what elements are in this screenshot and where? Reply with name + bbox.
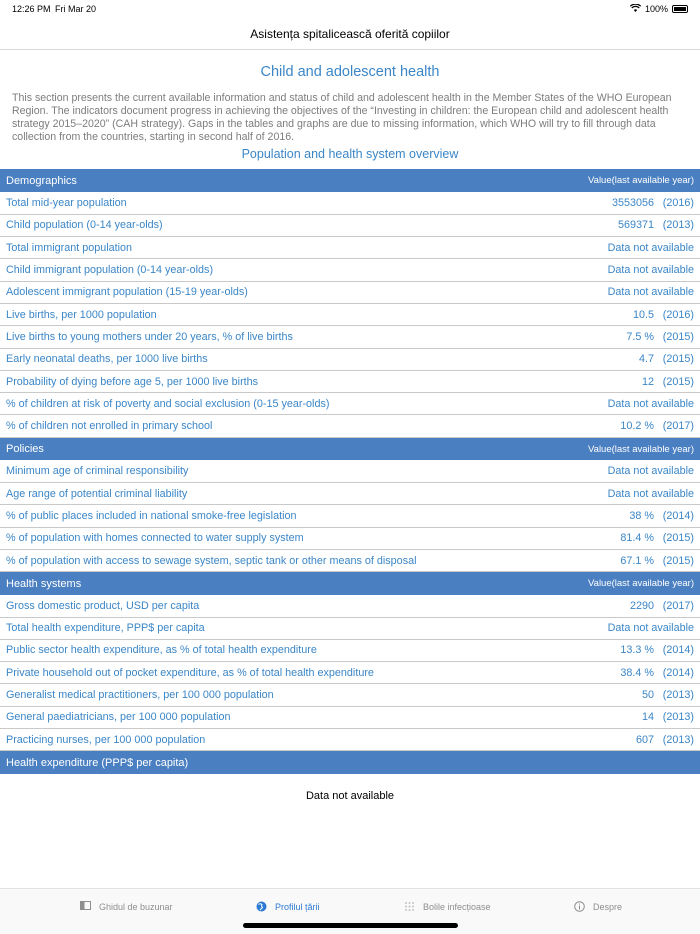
- section-header-health-systems: [0, 572, 700, 595]
- table-row: [0, 505, 700, 527]
- indicator-year: (2013): [662, 711, 694, 724]
- table-row: [0, 303, 700, 325]
- indicator-label: Gross domestic product, USD per capita: [0, 595, 547, 617]
- tab-label: Profilul țării: [275, 901, 320, 912]
- table-row: [0, 595, 700, 617]
- table-row: [0, 281, 700, 303]
- indicator-year: (2013): [662, 219, 694, 232]
- indicator-label: Early neonatal deaths, per 1000 live births: [0, 348, 547, 370]
- value-column-header: Value(last available year): [547, 169, 700, 192]
- indicator-label: Total mid-year population: [0, 192, 547, 214]
- indicator-value: 3553056: [611, 196, 654, 209]
- table-row: [0, 460, 700, 482]
- battery-icon: [672, 5, 688, 13]
- indicator-label: Generalist medical practitioners, per 100 000 population: [0, 684, 547, 706]
- indicator-label: Public sector health expenditure, as % of total health expenditure: [0, 639, 547, 661]
- intro-text: This section presents the current available information and status of child and adolescent health in the Member States of the WHO European Region. The indicators document progress in achieving the objectives of the “Investing in children: the European child and adolescent health strategy 2015–2020” (CAH strategy). Gaps in the tables and graphs are due to missing information, which WHO will try to fill through data collection from the countries, starting in second half of 2016.: [12, 92, 672, 143]
- indicator-value-cell: [547, 595, 700, 617]
- tab-label: Despre: [593, 901, 623, 912]
- section-header-title: Policies: [0, 437, 547, 460]
- table-row: [0, 237, 700, 259]
- indicator-value-cell: [547, 706, 700, 728]
- indicator-label: Total immigrant population: [0, 237, 547, 259]
- indicator-value-cell: [547, 303, 700, 325]
- indicator-value: 4.7: [638, 353, 654, 366]
- indicator-value: 7.5 %: [626, 330, 654, 343]
- status-date: Fri Mar 20: [55, 4, 97, 14]
- indicator-year: (2015): [662, 353, 694, 366]
- tab-label: Ghidul de buzunar: [99, 901, 173, 912]
- table-row: [0, 214, 700, 236]
- virus-icon: [404, 901, 415, 912]
- indicator-value-cell: [547, 729, 700, 751]
- section-header-title: Health expenditure (PPP$ per capita): [0, 751, 700, 774]
- indicator-label: Total health expenditure, PPP$ per capita: [0, 617, 547, 639]
- indicator-label: % of population with homes connected to water supply system: [0, 527, 547, 549]
- indicator-label: Minimum age of criminal responsibility: [0, 460, 547, 482]
- table-row: [0, 415, 700, 437]
- section-header-policies: [0, 437, 700, 460]
- indicator-value: 50: [641, 689, 654, 702]
- indicator-year: (2014): [662, 666, 694, 679]
- value-column-header: Value(last available year): [547, 437, 700, 460]
- indicator-label: General paediatricians, per 100 000 population: [0, 706, 547, 728]
- indicator-year: (2016): [662, 308, 694, 321]
- indicator-year: (2017): [662, 599, 694, 612]
- table-row: [0, 370, 700, 392]
- status-time: 12:26 PM: [12, 4, 51, 14]
- indicator-value: 13.3 %: [620, 644, 654, 657]
- indicator-value-cell: [547, 393, 700, 415]
- section-header-title: Health systems: [0, 572, 547, 595]
- indicator-value-cell: [547, 617, 700, 639]
- table-row: [0, 617, 700, 639]
- indicator-value: Data not available: [607, 622, 694, 635]
- indicator-year: (2014): [662, 510, 694, 522]
- table-row: [0, 259, 700, 281]
- indicator-value-cell: [547, 483, 700, 505]
- navigation-bar: [0, 18, 700, 50]
- main-content[interactable]: [0, 51, 700, 802]
- indicator-label: % of children not enrolled in primary school: [0, 415, 547, 437]
- indicator-year: (2016): [662, 196, 694, 209]
- indicator-value: Data not available: [607, 264, 694, 277]
- indicator-value: 14: [641, 711, 654, 724]
- indicator-label: Child population (0-14 year-olds): [0, 214, 547, 236]
- indicator-value: Data not available: [607, 465, 694, 478]
- indicator-year: (2015): [662, 375, 694, 388]
- indicator-value-cell: [547, 192, 700, 214]
- expenditure-table: [0, 751, 700, 774]
- indicator-year: (2013): [662, 733, 694, 746]
- indicator-label: % of children at risk of poverty and social exclusion (0-15 year-olds): [0, 393, 547, 415]
- indicator-year: (2017): [662, 420, 694, 433]
- table-row: [0, 393, 700, 415]
- globe-icon: [256, 901, 267, 912]
- tab-infectious-diseases[interactable]: [404, 901, 491, 912]
- indicator-value-cell: [547, 662, 700, 684]
- table-row: [0, 326, 700, 348]
- indicator-label: Adolescent immigrant population (15-19 year-olds): [0, 281, 547, 303]
- indicator-year: (2015): [662, 330, 694, 343]
- table-row: [0, 483, 700, 505]
- indicator-value-cell: [547, 527, 700, 549]
- section-header-expenditure: [0, 751, 700, 774]
- table-row: [0, 706, 700, 728]
- indicator-value: 67.1 %: [620, 554, 654, 567]
- indicator-value: 569371: [617, 219, 654, 232]
- section-header-demographics: [0, 169, 700, 192]
- indicator-value: 38 %: [629, 510, 654, 522]
- home-indicator[interactable]: [243, 923, 458, 928]
- indicator-year: (2013): [662, 689, 694, 702]
- nav-title: Asistența spitalicească oferită copiilor: [250, 27, 450, 41]
- indicator-value: 10.5: [632, 308, 654, 321]
- indicator-value-cell: [547, 684, 700, 706]
- indicator-label: Child immigrant population (0-14 year-olds): [0, 259, 547, 281]
- table-row: [0, 684, 700, 706]
- table-row: [0, 729, 700, 751]
- indicator-value: Data not available: [607, 241, 694, 254]
- indicator-value-cell: [547, 237, 700, 259]
- indicator-label: Probability of dying before age 5, per 1000 live births: [0, 370, 547, 392]
- indicator-value-cell: [547, 348, 700, 370]
- table-row: [0, 662, 700, 684]
- table-row: [0, 527, 700, 549]
- indicator-value-cell: [547, 326, 700, 348]
- indicator-value-cell: [547, 639, 700, 661]
- indicator-value: Data not available: [607, 397, 694, 410]
- battery-percent: 100%: [644, 4, 668, 14]
- tab-label: Bolile infecțioase: [423, 901, 491, 912]
- section-header-title: Demographics: [0, 169, 547, 192]
- indicator-value-cell: [547, 214, 700, 236]
- indicator-value: 2290: [629, 599, 654, 612]
- indicator-value-cell: [547, 460, 700, 482]
- tab-country-profile[interactable]: [256, 901, 320, 912]
- indicators-table: [0, 169, 700, 751]
- book-icon: [80, 901, 91, 912]
- indicator-label: Live births to young mothers under 20 years, % of live births: [0, 326, 547, 348]
- table-row: [0, 192, 700, 214]
- indicator-label: Practicing nurses, per 100 000 population: [0, 729, 547, 751]
- expenditure-message: Data not available: [305, 790, 395, 803]
- indicator-year: (2015): [662, 554, 694, 567]
- indicator-value: Data not available: [607, 286, 694, 299]
- wifi-icon: [630, 4, 641, 14]
- indicator-value-cell: [547, 415, 700, 437]
- status-right: [630, 4, 688, 14]
- overview-title: Population and health system overview: [241, 147, 459, 161]
- indicator-value: 607: [635, 733, 654, 746]
- indicator-value-cell: [547, 281, 700, 303]
- value-column-header: Value(last available year): [547, 572, 700, 595]
- indicator-year: (2014): [662, 644, 694, 657]
- indicator-value: 10.2 %: [620, 420, 654, 433]
- indicator-value-cell: [547, 549, 700, 571]
- table-row: [0, 549, 700, 571]
- indicator-label: Age range of potential criminal liability: [0, 483, 547, 505]
- table-row: [0, 639, 700, 661]
- indicator-label: % of population with access to sewage system, septic tank or other means of disposal: [0, 549, 547, 571]
- info-icon: [574, 901, 585, 912]
- indicator-value-cell: [547, 259, 700, 281]
- indicator-label: Private household out of pocket expenditure, as % of total health expenditure: [0, 662, 547, 684]
- indicator-value-cell: [547, 370, 700, 392]
- indicator-label: % of public places included in national smoke-free legislation: [0, 505, 547, 527]
- table-row: [0, 348, 700, 370]
- indicator-value: 81.4 %: [620, 532, 654, 545]
- indicator-value-cell: [547, 505, 700, 527]
- tab-about[interactable]: [574, 901, 622, 912]
- indicator-value: 38.4 %: [620, 666, 654, 679]
- indicator-value: 12: [641, 375, 654, 388]
- tab-pocket-guide[interactable]: [80, 901, 173, 912]
- status-bar: [0, 0, 700, 18]
- indicator-value: Data not available: [607, 487, 694, 500]
- indicator-label: Live births, per 1000 population: [0, 303, 547, 325]
- page-title: Child and adolescent health: [260, 64, 440, 80]
- indicator-year: (2015): [662, 532, 694, 545]
